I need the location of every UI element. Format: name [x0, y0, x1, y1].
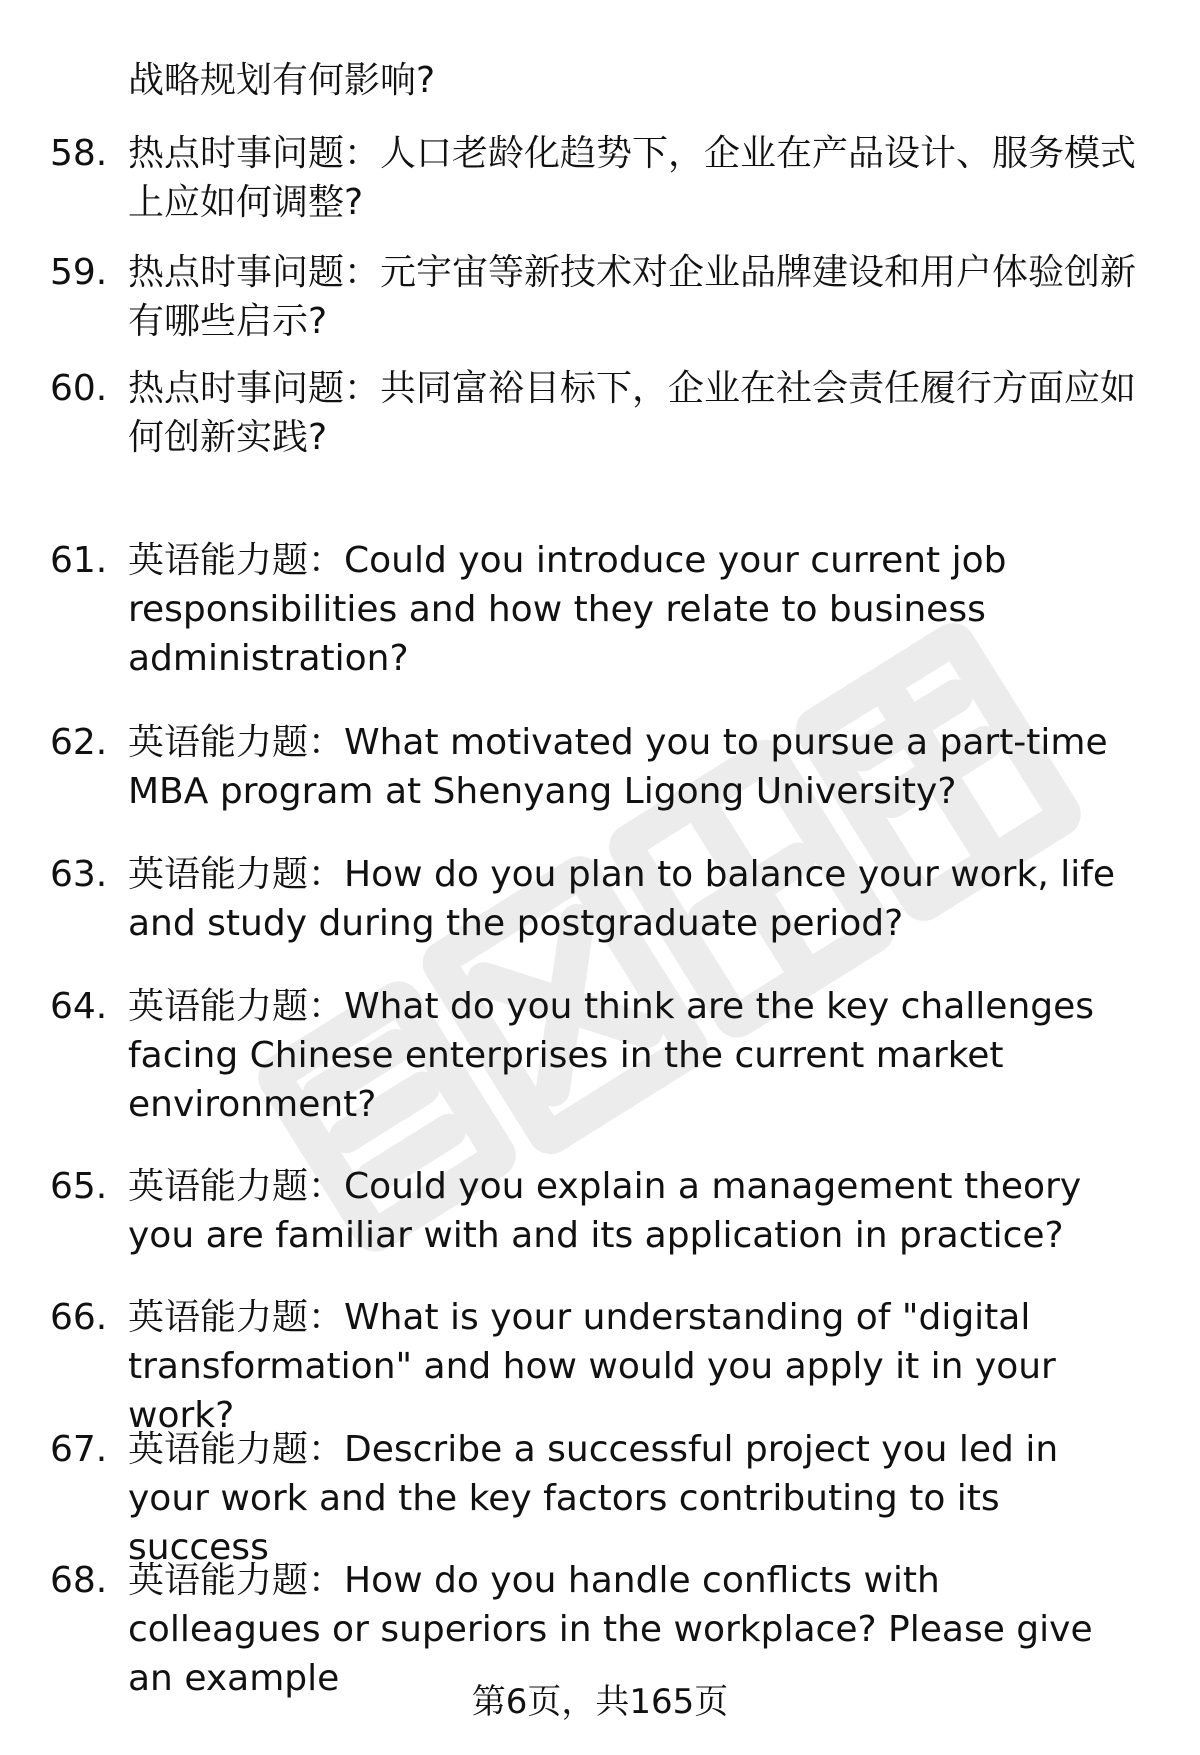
page-footer: 第6页，共165页 — [471, 1682, 729, 1722]
question-number: 62. — [50, 722, 108, 763]
question-text: 英语能力题：What motivated you to pursue a part-time MBA program at Shenyang Ligong University? — [128, 722, 1108, 812]
question-number: 59. — [50, 252, 108, 293]
question-text: 英语能力题：What is your understanding of "digital transformation" and how would you apply it in your work? — [128, 1297, 1056, 1436]
question-text: 热点时事问题：共同富裕目标下，企业在社会责任履行方面应如何创新实践? — [128, 368, 1137, 458]
question-number: 58. — [50, 133, 108, 174]
question-number: 60. — [50, 368, 108, 409]
question-text: 英语能力题：What do you think are the key challenges facing Chinese enterprises in the current market environment? — [128, 986, 1095, 1125]
question-number: 68. — [50, 1560, 108, 1601]
question-text: 热点时事问题：人口老龄化趋势下，企业在产品设计、服务模式上应如何调整? — [128, 133, 1137, 223]
question-text: 英语能力题：Could you explain a management theory you are familiar with and its application in practice? — [128, 1166, 1082, 1256]
question-text: 英语能力题：Describe a successful project you led in your work and the key factors contributing to its success — [128, 1429, 1059, 1568]
question-text: 英语能力题：Could you introduce your current job responsibilities and how they relate to business administration? — [128, 540, 1007, 679]
question-number: 66. — [50, 1297, 108, 1338]
question-number: 61. — [50, 540, 108, 581]
question-number: 63. — [50, 854, 108, 895]
question-text: 热点时事问题：元宇宙等新技术对企业品牌建设和用户体验创新有哪些启示? — [128, 252, 1137, 342]
question-number: 67. — [50, 1429, 108, 1470]
question-text: 英语能力题：How do you handle conflicts with colleagues or superiors in the workplace? Please give an example — [128, 1560, 1093, 1699]
continued-question-text: 战略规划有何影响? — [128, 60, 436, 101]
question-number: 65. — [50, 1166, 108, 1207]
question-text: 英语能力题：How do you plan to balance your work, life and study during the postgraduate period? — [128, 854, 1116, 944]
question-number: 64. — [50, 986, 108, 1027]
